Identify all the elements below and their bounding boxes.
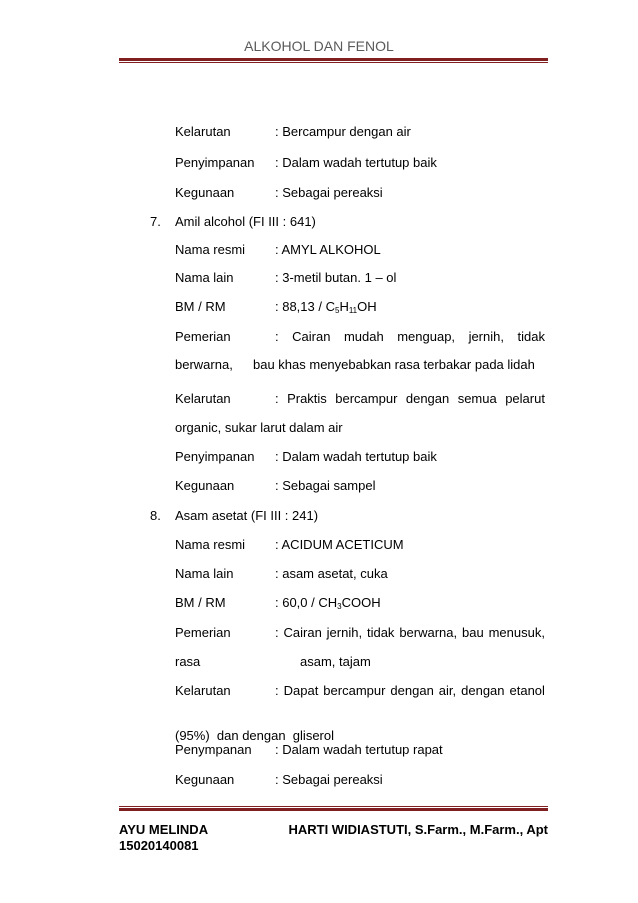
field-value: : Dalam wadah tertutup baik	[275, 155, 437, 170]
field-value-cont: (95%) dan dengan gliserol	[175, 728, 334, 743]
item-heading: Asam asetat (FI III : 241)	[175, 508, 319, 523]
field-value-cont: rasa	[175, 654, 201, 669]
field-label: Penympanan	[175, 742, 252, 757]
field-value-cont: organic, sukar larut dalam air	[175, 420, 343, 435]
page-header-title: ALKOHOL DAN FENOL	[244, 38, 394, 54]
field-value: : Praktis bercampur dengan semua pelarut	[275, 391, 545, 406]
header-rule-thin	[119, 62, 548, 63]
item8-kelarutan-cont-row	[0, 713, 334, 743]
field-value: : Dapat bercampur dengan air, dengan etanol	[275, 683, 545, 698]
field-label: Nama lain	[175, 270, 234, 285]
footer-supervisor: HARTI WIDIASTUTI, S.Farm., M.Farm., Apt	[288, 822, 548, 837]
field-value: : Sebagai pereaksi	[275, 772, 383, 787]
list-number: 8.	[150, 508, 161, 523]
field-label: Penyimpanan	[175, 155, 255, 170]
field-label: Pemerian	[175, 625, 231, 640]
footer-rule-thick	[119, 808, 548, 811]
field-value-cont: bau khas menyebabkan rasa terbakar pada lidah	[253, 357, 535, 372]
field-label: Nama resmi	[175, 242, 246, 257]
field-label: Penyimpanan	[175, 449, 255, 464]
footer-nim: 15020140081	[119, 838, 199, 853]
field-value: : Dalam wadah tertutup rapat	[275, 742, 443, 757]
list-number: 7.	[150, 214, 161, 229]
field-value: : 3-metil butan. 1 – ol	[275, 270, 397, 285]
field-value: : Cairan mudah menguap, jernih, tidak	[275, 329, 545, 344]
footer-rule-thin	[119, 806, 548, 807]
field-label: Nama resmi	[175, 537, 246, 552]
field-label: BM / RM	[175, 595, 226, 610]
field-label: Kegunaan	[175, 185, 235, 200]
field-label: Pemerian	[175, 329, 231, 344]
field-value: : Bercampur dengan air	[275, 124, 411, 139]
field-value: : Sebagai sampel	[275, 478, 376, 493]
field-value-cont: asam, tajam	[300, 654, 371, 669]
field-label: Kegunaan	[175, 478, 235, 493]
field-label: Kelarutan	[175, 124, 231, 139]
field-value: : $60,0 / CH_3COOH$	[275, 595, 381, 611]
field-value: : Sebagai pereaksi	[275, 185, 383, 200]
field-value: : Dalam wadah tertutup baik	[275, 449, 437, 464]
footer-author: AYU MELINDA	[119, 822, 209, 837]
field-value: : ACIDUM ACETICUM	[275, 537, 404, 552]
item-heading: Amil alcohol (FI III : 641)	[175, 214, 316, 229]
header-rule-thick	[119, 58, 548, 61]
field-label: Kegunaan	[175, 772, 235, 787]
field-value: : $88,13 / C_5H_{11}OH$	[275, 299, 377, 315]
field-label: Nama lain	[175, 566, 234, 581]
field-label: Kelarutan	[175, 683, 231, 698]
field-label: Kelarutan	[175, 391, 231, 406]
field-label: BM / RM	[175, 299, 226, 314]
field-value: : AMYL ALKOHOL	[275, 242, 381, 257]
field-value: : Cairan jernih, tidak berwarna, bau menusuk,	[275, 625, 545, 640]
field-value: : asam asetat, cuka	[275, 566, 388, 581]
field-value-cont: berwarna,	[175, 357, 233, 372]
